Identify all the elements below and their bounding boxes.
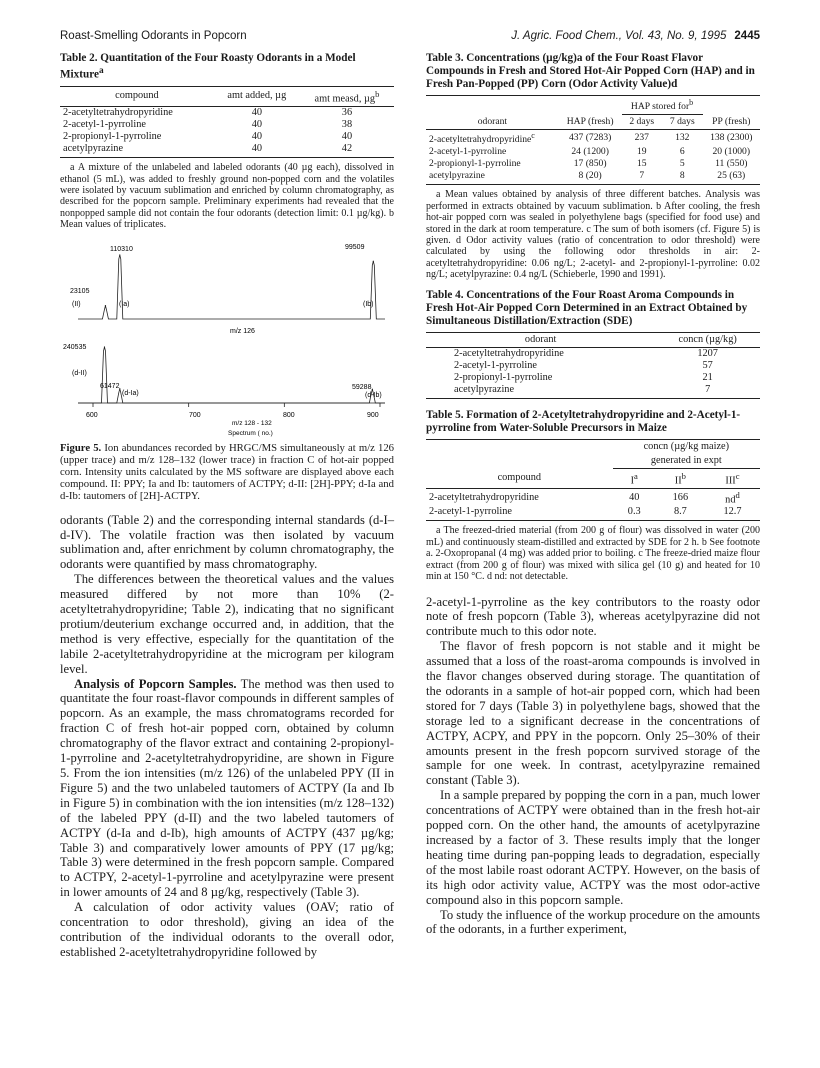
right-body-text: 2-acetyl-1-pyrroline as the key contributors to the roasty odor note of fresh popcorn (Table 3), whereas acetylpyrazine did not contribute much to this odor note. The flavor of fresh popcorn is not stable and it might be assumed that a loss of the roast-aroma compounds is involved in the flavor changes observed during storage. The quantitation of the odorants in a sample of hot-air popped corn, which had been stored for 7 days (Table 3) in polyethylene bags, showed that the storage led to a significant decrease in the concentrations of ACTPY, ACPY, and PPY in the popcorn. Only 25–30% of their amounts present in the fresh popcorn survived storage of the sample for one week. In contrast, acetylpyrazine remained constant (Table 3). In a sample prepared by popping the corn in a pan, much lower concentrations of ACTPY were obtained than in the fresh hot-air popped corn. On the other hand, the amounts of acetylpyrazine increased by a factor of 3. These results imply that the longer heating time during pan-popping leads to degradation, especially of the most labile roast odorant ACTPY. However, on the basis of its high odor activity value, ACTPY was the most odor-active compound also in this popcorn sample. To study the influence of the workup procedure on the amounts of the odorants, in a further experiment, — [426, 594, 760, 937]
table-row: 2-propionyl-1-pyrroline 21 — [454, 371, 713, 383]
table-row: 2-acetyl-1-pyrroline 24 (1200) 19 6 20 (1000) — [429, 146, 751, 158]
left-column — [60, 52, 394, 960]
table2-header-added: amt added, µg — [214, 86, 300, 106]
fig5-lower-label-dia: (d-Ia) — [122, 389, 139, 397]
fig5-lower-label-dib: (d-Ib) — [365, 391, 382, 399]
fig5-scan-label: Spectrum ( no.) — [228, 429, 273, 437]
fig5-tick-900: 900 — [367, 411, 379, 419]
table2-caption: Table 2. Quantitation of the Four Roasty Odorants in a Model Mixture$^a$ — [60, 52, 356, 81]
left-body-text: odorants (Table 2) and the corresponding internal standards (d-I–d-IV). The volatile fraction was then isolated by vacuum sublimation and, after enrichment by column chromatography, the odorants were quantified by mass chromatography. The differences between the theoretical values and the values measured differed by not more than 10% (2-acetyltetrahydropyridine; Table 2), indicating that no significant protium/deuterium exchange occurred and, in addition, that the method is very effective, especially for the quantitation of the labile 2-acetyltetrahydropyridine at the microgram per kilogram level. Analysis of Popcorn Samples. The method was then used to quantitate the four roast-flavor compounds in different samples of popcorn. As an example, the mass chromatograms recorded for fraction C of fresh hot-air popped corn, obtained by column chromatography of the flavor extract and containing 2-propionyl-1-pyrroline and 2-acetyltetrahydropyridine, are shown in Figure 5. From the ion intensities (m/z 126) of the unlabeled PPY (II in Figure 5) and the two unlabeled tautomers of ACTPY (Ia and Ib in Figure 5) in combination with the ion intensities (m/z 128–132) of the labeled PPY (d-II) and the two labeled tautomers of ACTPY (d-Ia and d-Ib), high amounts of ACTPY (437 µg/kg; Table 3) and comparatively lower amounts of PPY (17 µg/kg; Table 3) were determined in the fresh popcorn sample. Compared to ACTPY, 2-acetyl-1-pyrroline and acetylpyrazine were present in lower amounts of 24 and 8 µg/kg, respectively (Table 3). A calculation of odor activity values (OAV; ratio of concentration to odor threshold), giving an idea of the contribution of the individual odorants to the overall odor, established 2-acetyltetrahydropyridine followed by — [60, 512, 395, 959]
table-row: 2-propionyl-1-pyrroline 40 40 — [63, 131, 353, 143]
table5-footnote: a The freezed-dried material (from 200 g of flour) was dissolved in water (200 mL) and continuously steam-distilled and extracted by SDE for 2 h. b See footnote a. 2-Oxopropanal (4 mg) was added prior to boiling. c The freeze-dried maize flour extract (from 200 g of flour) was mixed with silica gel (10 g) and heated for 10 min at 150 °C. d nd: not detectable. — [426, 525, 760, 583]
table-row: acetylpyrazine 8 (20) 7 8 25 (63) — [426, 170, 760, 185]
table3-grid: HAP stored for$^b$ odorant HAP (fresh) 2 days 7 days PP (fresh) 2-acetyltetrahydropyridine$^c$ 437 (7283) 237 132 138 (2300) 2-acetyl-1-pyrroline 24 (1200) 19 6 20 (1000) 2-propionyl-1-pyrroline 17 (850) 15 5 11 (550) acetylpyrazine 8 (20) 7 8 25 (63) — [426, 95, 760, 185]
table-row: acetylpyrazine 7 — [426, 384, 760, 399]
running-head — [60, 30, 760, 46]
running-head-title: Roast-Smelling Odorants in Popcorn — [60, 30, 247, 42]
fig5-upper-label-ia: (Ia) — [119, 300, 130, 308]
table3-group-header: HAP stored for$^b$ — [622, 96, 703, 115]
fig5-lower-axis-label: m/z 128 - 132 — [232, 419, 272, 427]
table3-caption: Table 3. Concentrations (µg/kg)a of the Four Roast Flavor Compounds in Fresh and Stored Hot-Air Popped Corn (HAP) and in Fresh Pan-Popped (PP) Corn (Odor Activity Value)d — [426, 52, 755, 90]
table-row: 2-acetyl-1-pyrroline 0.3 8.7 12.7 — [426, 506, 760, 521]
fig5-upper-label-ib-intensity: 99509 — [345, 243, 365, 251]
fig5-lower-label-dii-intensity: 240535 — [63, 343, 87, 351]
figure5-caption: Figure 5. Ion abundances recorded by HRGC/MS simultaneously at m/z 126 (upper trace) and m/z 128–132 (lower trace) in fraction C of hot-air popped corn. Intensity units calculated by the MS software are displayed above each compound. II: PPY; Ia and Ib: tautomers of ACTPY; d-II: [2H]-PPY; d-Ia and d-Ib: tautomers of [2H]-ACTPY. — [60, 441, 395, 503]
table2-header-measd: amt measd, µg$^b$ — [300, 86, 394, 106]
fig5-upper-trace — [78, 255, 385, 319]
fig5-upper-label-ii-intensity: 23105 — [70, 287, 90, 295]
table2-header-compound: compound — [60, 86, 214, 106]
right-column — [426, 52, 760, 937]
table4 — [426, 289, 760, 399]
table2 — [60, 52, 394, 231]
fig5-tick-600: 600 — [86, 411, 98, 419]
page-number: 2445 — [734, 30, 760, 42]
fig5-lower-label-dib-intensity: 59288 — [352, 383, 372, 391]
table2-grid — [60, 86, 394, 158]
table-row: 2-acetyltetrahydropyridine$^c$ 437 (7283) 237 132 138 (2300) — [429, 131, 753, 146]
figure5-chromatogram — [60, 235, 394, 439]
table-row: 2-acetyl-1-pyrroline 57 — [454, 359, 713, 371]
table-row: 2-acetyltetrahydropyridine 40 36 — [63, 107, 353, 119]
fig5-lower-label-dii: (d-II) — [72, 369, 87, 377]
table5 — [426, 409, 760, 583]
fig5-tick-700: 700 — [189, 411, 201, 419]
table-row: 2-acetyl-1-pyrroline 40 38 — [63, 119, 353, 131]
table5-caption: Table 5. Formation of 2-Acetyltetrahydropyridine and 2-Acetyl-1-pyrroline from Water-Soluble Precursors in Maize — [426, 408, 741, 434]
fig5-lower-label-dia-intensity: 61472 — [100, 382, 120, 390]
table3 — [426, 52, 760, 281]
fig5-upper-label-ia-intensity: 110310 — [110, 245, 133, 253]
table-row: 2-propionyl-1-pyrroline 17 (850) 15 5 11 (550) — [429, 158, 748, 170]
fig5-tick-800: 800 — [283, 411, 295, 419]
fig5-upper-label-ib: (Ib) — [363, 300, 374, 308]
table4-grid: odorant concn (µg/kg) 2-acetyltetrahydropyridine 1207 2-acetyl-1-pyrroline 57 2-propionyl-1-pyrroline 21 acetylpyrazine 7 — [426, 332, 760, 399]
table3-footnote: a Mean values obtained by analysis of three different batches. Analysis was performed in extracts obtained by vacuum sublimation. b After cooling, the fresh hot-air popped corn was sealed in polyethylene bags (specified for food use) and stored in the dark at room temperature. c The sum of both isomers (cf. Figure 5) is given. d Odor activity values (ratio of concentration to odor threshold) were calculated by using the following odor thresholds in air: 2-acetyltetrahydropyridine: 0.06 ng/L; 2-acetyl- and 2-propionyl-1-pyrroline: 0.02 ng/L; acetylpyrazine: 0.4 ng/L (Schieberle, 1990 and 1991). — [426, 189, 760, 281]
table-row: acetylpyrazine 40 42 — [60, 143, 394, 158]
table-row: 2-acetyltetrahydropyridine 40 166 $nd^d$ — [429, 490, 740, 506]
fig5-upper-label-ii: (II) — [72, 300, 81, 308]
fig5-upper-axis-label: m/z 126 — [230, 327, 255, 335]
table-row: 2-acetyltetrahydropyridine 1207 — [454, 347, 718, 359]
table4-caption: Table 4. Concentrations of the Four Roast Aroma Compounds in Fresh Hot-Air Popped Corn Determined in an Extract Obtained by Simultaneous Distillation/Extraction (SDE) — [426, 288, 748, 327]
section-heading: Analysis of Popcorn Samples. — [74, 676, 237, 691]
table5-grid: concn (µg/kg maize) generated in expt compound $I^a$ $II^b$ III$^c$ 2-acetyltetrahydropyridine 40 166 $nd^d$ 2-acetyl-1-pyrroline 0.3 8.7 12.7 — [426, 439, 760, 522]
running-head-journal: J. Agric. Food Chem., Vol. 43, No. 9, 1995 2445 — [511, 30, 760, 42]
table2-footnote: a A mixture of the unlabeled and labeled odorants (40 µg each), dissolved in ethanol (5 mL), was added to freshly ground non-popped corn and the volatiles were isolated by vacuum sublimation and enriched by column chromatography, as described for the popcorn sample. Preliminary experiments had revealed that the nonpopped sample did not contain the four odorants (detection limit: 0.1 µg/kg). b Mean values of triplicates. — [60, 162, 394, 231]
